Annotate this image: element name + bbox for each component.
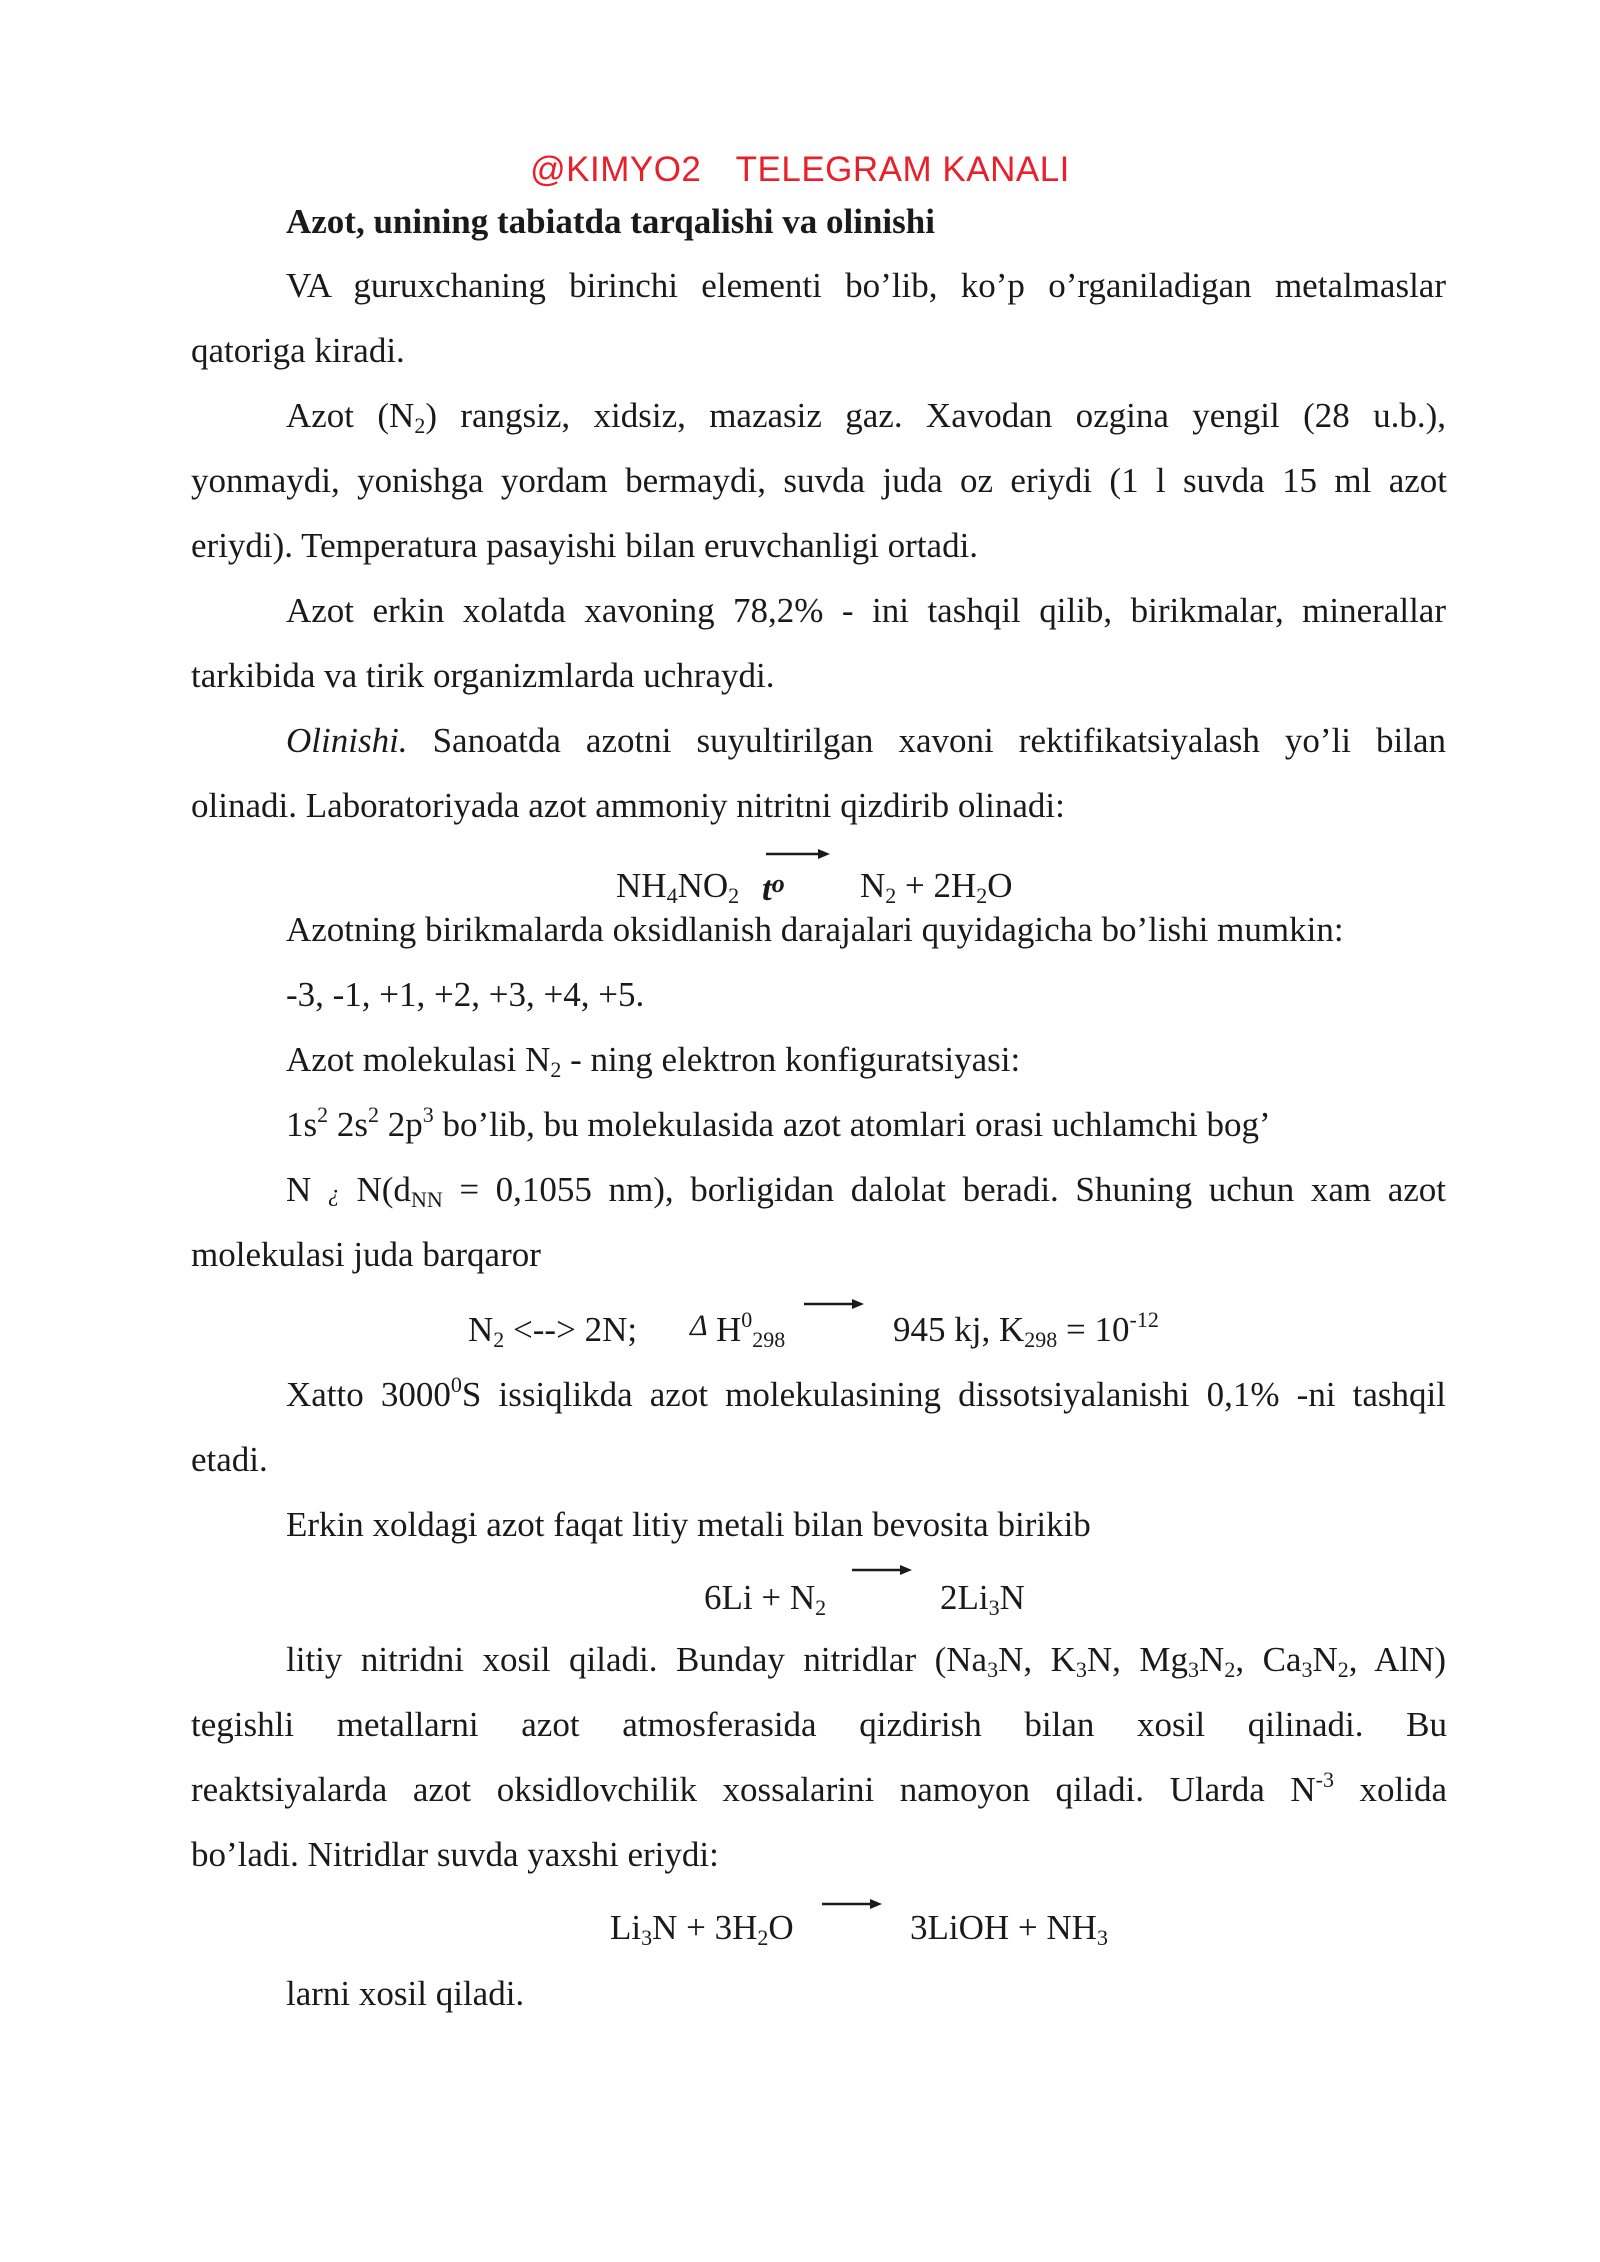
arrow-icon bbox=[848, 1560, 914, 1580]
paragraph-line: Azot $(N_2)$ rangsiz, xidsiz, mazasiz gaz. Xavodan ozgina yengil (28 u.b.), bbox=[286, 396, 1447, 438]
arrow-icon bbox=[800, 1294, 866, 1314]
paragraph-line: VA guruxchaning birinchi elementi bo’lib, ko’p o’rganiladigan metalmaslar bbox=[286, 266, 1446, 305]
paragraph-line: Azot erkin xolatda xavoning 78,2% - ini tashqil qilib, birikmalar, minerallar bbox=[286, 591, 1446, 630]
paragraph-line: $1s^2$ $2s^2$ $2p^3$ bo’lib, bu molekulasida azot atomlari orasi uchlamchi bog’ bbox=[286, 1102, 1271, 1144]
paragraph-line: Azotning birikmalarda oksidlanish darajalari quyidagicha bo’lishi mumkin: bbox=[286, 910, 1344, 949]
delta-symbol: Δ bbox=[690, 1309, 708, 1342]
paragraph-line: -3, -1, +1, +2, +3, +4, +5. bbox=[286, 975, 645, 1014]
enthalpy-term: $H^0_{298}$ bbox=[716, 1307, 786, 1352]
section-title: Azot, unining tabiatda tarqalishi va olinishi bbox=[286, 202, 935, 241]
paragraph-line: Azot molekulasi $N_2$ - ning elektron konfiguratsiyasi: bbox=[286, 1040, 1021, 1082]
paragraph-line: larni xosil qiladi. bbox=[286, 1974, 525, 2013]
equation-left: $NH_4NO_2$ bbox=[616, 866, 740, 908]
paragraph-line: litiy nitridni xosil qiladi. Bunday nitridlar ($Na_3N$, $K_3N$, $Mg_3N_2$, $Ca_3N_2$, AlN) bbox=[286, 1640, 1447, 1682]
paragraph-line: molekulasi juda barqaror bbox=[191, 1235, 541, 1274]
paragraph-line: etadi. bbox=[191, 1440, 268, 1479]
paragraph-line: Erkin xoldagi azot faqat litiy metali bilan bevosita birikib bbox=[286, 1505, 1091, 1544]
paragraph-line: tegishli metallarni azot atmosferasida qizdirish bilan xosil qilinadi. Bu bbox=[191, 1705, 1447, 1744]
equation-left: $6Li + N_2$ bbox=[704, 1578, 827, 1620]
paragraph-line: eriydi). Temperatura pasayishi bilan eruvchanligi ortadi. bbox=[191, 526, 979, 565]
paragraph-line: Xatto 3000$^0$S issiqlikda azot molekulasining dissotsiyalanishi 0,1% -ni tashqil bbox=[286, 1372, 1446, 1414]
heat-symbol: $t^o$ bbox=[762, 869, 785, 908]
paragraph-line: bo’ladi. Nitridlar suvda yaxshi eriydi: bbox=[191, 1835, 719, 1874]
paragraph-line: yonmaydi, yonishga yordam bermaydi, suvda juda oz eriydi (1 l suvda 15 ml azot bbox=[191, 461, 1447, 500]
banner-label: TELEGRAM KANALI bbox=[735, 150, 1070, 189]
equation-right: $2Li_3N$ bbox=[940, 1578, 1025, 1620]
paragraph-line: qatoriga kiradi. bbox=[191, 331, 405, 370]
equation-left: $Li_3N + 3H_2O$ bbox=[610, 1908, 794, 1950]
telegram-banner bbox=[0, 150, 1600, 190]
equation-left: $N_2$ <--> 2N; bbox=[468, 1310, 638, 1352]
equation-right: 3LiOH + $NH_3$ bbox=[910, 1908, 1108, 1950]
banner-handle: @KIMYO2 bbox=[530, 150, 702, 189]
arrow-icon bbox=[818, 1894, 884, 1914]
equation-right: $N_2 + 2H_2O$ bbox=[860, 866, 1013, 908]
paragraph-line: tarkibida va tirik organizmlarda uchraydi. bbox=[191, 656, 775, 695]
equation-right: 945 kj, $K_{298} = 10^{-12}$ bbox=[893, 1307, 1159, 1352]
paragraph-line: N ¿ $N(d_{NN} = 0,1055$ nm), borligidan dalolat beradi. Shuning uchun xam azot bbox=[286, 1170, 1446, 1212]
paragraph-line: Olinishi. Sanoatda azotni suyultirilgan xavoni rektifikatsiyalash yo’li bilan bbox=[286, 721, 1446, 760]
paragraph-line: reaktsiyalarda azot oksidlovchilik xossalarini namoyon qiladi. Ularda $N^{-3}$ xolida bbox=[191, 1767, 1447, 1809]
paragraph-line: olinadi. Laboratoriyada azot ammoniy nitritni qizdirib olinadi: bbox=[191, 786, 1065, 825]
